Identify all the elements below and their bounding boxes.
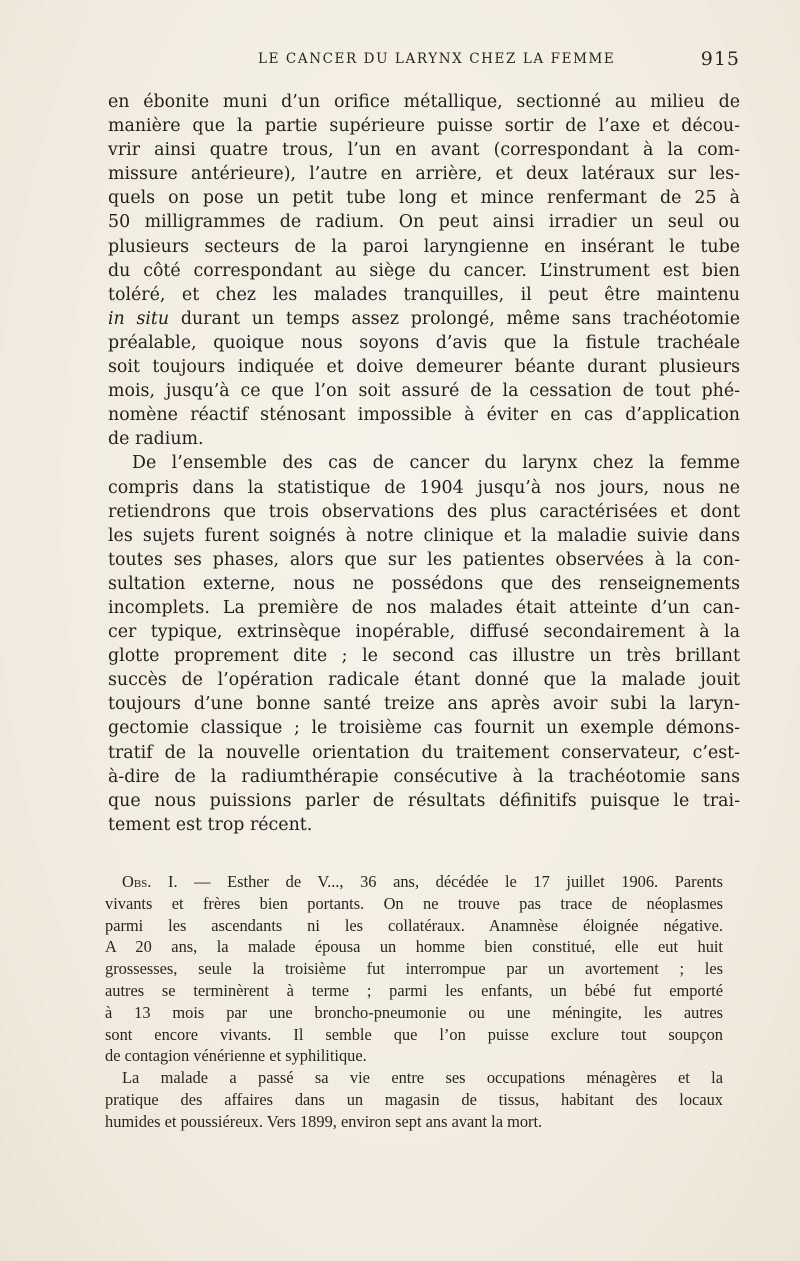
text-line-rest: durant un temps assez prolongé, même sans trachéotomie [180, 308, 741, 329]
observation-line: autres se terminèrent à terme ; parmi les enfants, un bébé fut emporté [105, 980, 723, 1000]
text-line: missure antérieure), l’autre en arrière, et deux latéraux sur les- [108, 164, 740, 185]
observation-line: A 20 ans, la malade épousa un homme bien constitué, elle eut huit [105, 937, 723, 957]
text-line: de radium. [108, 429, 204, 450]
text-line: toutes ses phases, alors que sur les patientes observées à la con- [108, 549, 740, 570]
text-line: toléré, et chez les malades tranquilles, il peut être maintenu [108, 284, 740, 305]
text-line: du côté correspondant au siège du cancer. L’instrument est bien [108, 260, 740, 281]
observation-line: de contagion vénérienne et syphilitique. [105, 1046, 367, 1066]
observation-line: humides et poussiéreux. Vers 1899, environ sept ans avant la mort. [105, 1111, 543, 1131]
text-line: gectomie classique ; le troisième cas fournit un exemple démons- [108, 718, 740, 739]
text-line: retiendrons que trois observations des plus caractérisées et dont [108, 501, 740, 522]
observation-label: Obs. I. [122, 872, 178, 891]
text-line-in-situ [108, 307, 740, 331]
text-line: vrir ainsi quatre trous, l’un en avant (correspondant à la com- [108, 140, 740, 161]
text-line: manière que la partie supérieure puisse sortir de l’axe et décou- [108, 116, 740, 137]
observation-line: à 13 mois par une broncho-pneumonie ou une méningite, les autres [105, 1002, 723, 1022]
running-header [108, 49, 740, 73]
text-line: nomène réactif sténosant impossible à éviter en cas d’application [108, 405, 740, 426]
page-number: 915 [700, 48, 740, 70]
text-line: à-dire de la radiumthérapie consécutive à la trachéotomie sans [108, 766, 740, 787]
text-line: que nous puissions parler de résultats définitifs puisque le trai- [108, 790, 740, 811]
main-text [108, 90, 740, 837]
text-line: sultation externe, nous ne possédons que des renseignements [108, 573, 740, 594]
observation-line: grossesses, seule la troisième fut interrompue par un avortement ; les [105, 959, 723, 979]
observation-paragraph-start: La malade a passé sa vie entre ses occupations ménagères et la [122, 1068, 723, 1088]
text-line: compris dans la statistique de 1904 jusqu’à nos jours, nous ne [108, 477, 740, 498]
text-line: mois, jusqu’à ce que l’on soit assuré de la cessation de tout phé- [108, 381, 740, 402]
running-title: LE CANCER DU LARYNX CHEZ LA FEMME [258, 51, 616, 67]
text-line: tement est trop récent. [108, 814, 313, 835]
observation-line: parmi les ascendants ni les collatéraux. Anamnèse éloignée négative. [105, 915, 723, 935]
observation-line: vivants et frères bien portants. On ne trouve pas trace de néoplasmes [105, 893, 723, 913]
text-line: quels on pose un petit tube long et mince renfermant de 25 à [108, 188, 740, 209]
text-line: toujours d’une bonne santé treize ans après avoir subi la laryn- [108, 694, 740, 715]
text-line: tratif de la nouvelle orientation du traitement conservateur, c’est- [108, 742, 740, 763]
text-line: 50 milligrammes de radium. On peut ainsi irradier un seul ou [108, 212, 740, 233]
text-line: succès de l’opération radicale étant donné que la malade jouit [108, 670, 740, 691]
observation-block [105, 871, 723, 1133]
text-line: soit toujours indiquée et doive demeurer béante durant plusieurs [108, 357, 740, 378]
text-line: incomplets. La première de nos malades était atteinte d’un can- [108, 597, 740, 618]
observation-line-rest: — Esther de V..., 36 ans, décédée le 17 juillet 1906. Parents [194, 872, 723, 891]
observation-line: sont encore vivants. Il semble que l’on puisse exclure tout soupçon [105, 1024, 723, 1044]
paragraph-start: De l’ensemble des cas de cancer du larynx chez la femme [132, 453, 740, 474]
in-situ-italic: in situ [108, 308, 170, 329]
text-line: glotte proprement dite ; le second cas illustre un très brillant [108, 646, 740, 667]
observation-first-line [105, 871, 723, 893]
text-line: en ébonite muni d’un orifice métallique, sectionné au milieu de [108, 92, 740, 112]
text-line: les sujets furent soignés à notre clinique et la maladie suivie dans [108, 525, 740, 546]
text-line: cer typique, extrinsèque inopérable, diffusé secondairement à la [108, 622, 740, 643]
observation-line: pratique des affaires dans un magasin de tissus, habitant des locaux [105, 1089, 723, 1109]
text-line: plusieurs secteurs de la paroi laryngienne en insérant le tube [108, 236, 740, 257]
text-line: préalable, quoique nous soyons d’avis que la fistule trachéale [108, 332, 740, 353]
